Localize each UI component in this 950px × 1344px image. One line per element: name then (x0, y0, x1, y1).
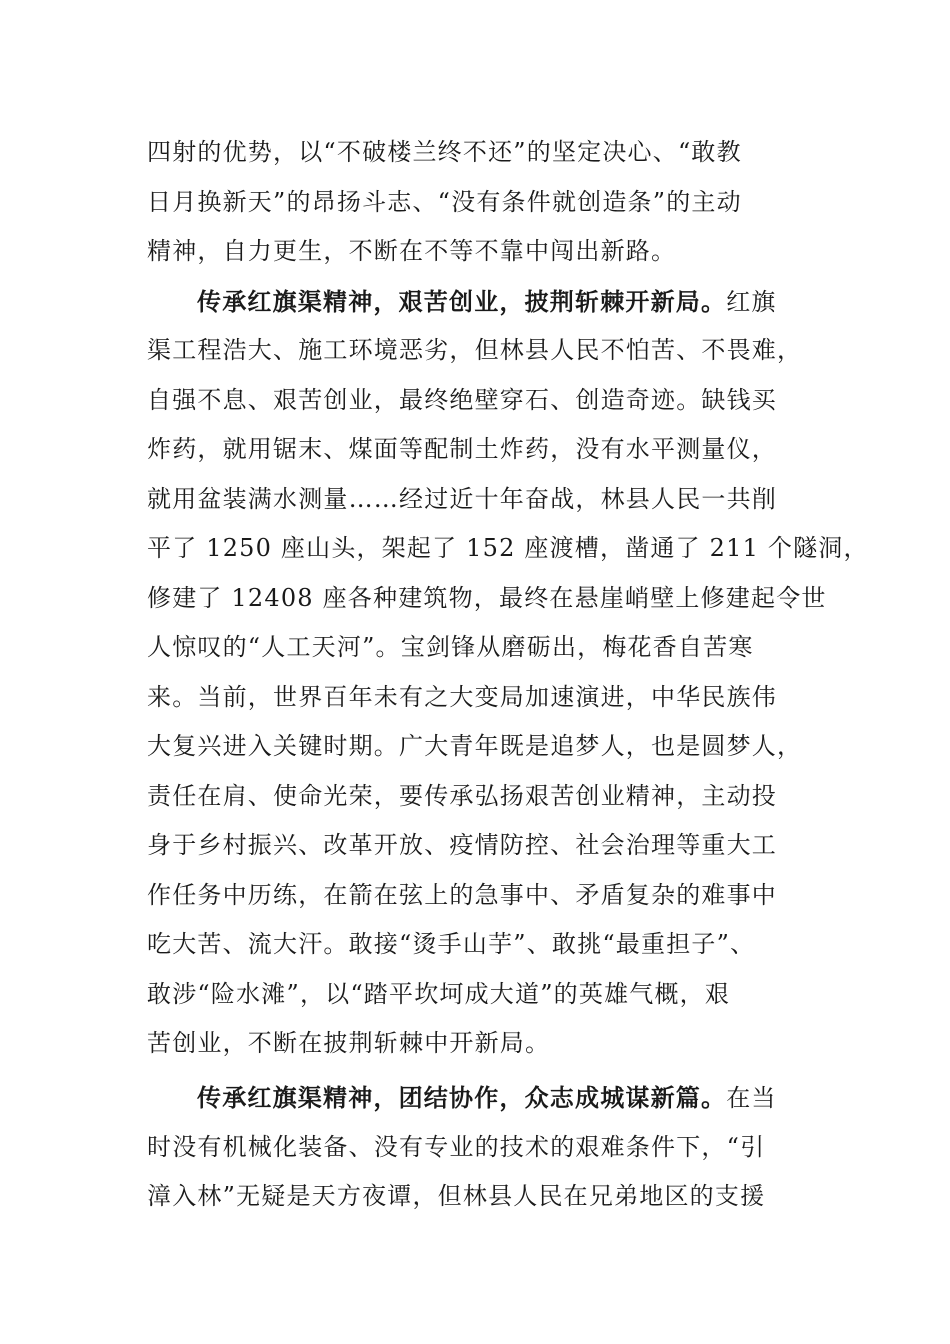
paragraph-line: 作任务中历练，在箭在弦上的急事中、矛盾复杂的难事中 (147, 880, 777, 909)
paragraph-line: 精神，自力更生，不断在不等不靠中闯出新路。 (147, 237, 677, 265)
paragraph-line: 炸药，就用锯末、煤面等配制土炸药，没有水平测量仪， (147, 435, 777, 463)
paragraph-line: 自强不息、艰苦创业，最终绝壁穿石、创造奇迹。缺钱买 (147, 385, 777, 414)
paragraph-heading: 传承红旗渠精神，团结协作，众志成城谋新篇。 (197, 1083, 727, 1112)
paragraph-line: 时没有机械化装备、没有专业的技术的艰难条件下，“引 (147, 1132, 766, 1161)
paragraph-line: 就用盆装满水测量……经过近十年奋战，林县人民一共削 (147, 484, 777, 513)
paragraph-first-line (147, 1073, 807, 1123)
paragraph-text: 红旗 (726, 287, 777, 316)
paragraph-line: 身于乡村振兴、改革开放、疫情防控、社会治理等重大工 (147, 831, 777, 859)
paragraph-1 (147, 128, 807, 277)
paragraph-line: 平了 1250 座山头，架起了 152 座渡槽，凿通了 211 个隧洞， (147, 534, 869, 562)
paragraph-line: 四射的优势，以“不破楼兰终不还”的坚定决心、“敢教 (147, 138, 742, 166)
paragraph-line: 吃大苦、流大汗。敢接“烫手山芋”、敢挑“最重担子”、 (147, 930, 756, 958)
paragraph-heading: 传承红旗渠精神，艰苦创业，披荆斩棘开新局。 (197, 286, 727, 316)
paragraph-line: 苦创业，不断在披荆斩棘中开新局。 (147, 1029, 551, 1057)
paragraph-line: 来。当前，世界百年未有之大变局加速演进，中华民族伟 (147, 682, 777, 711)
paragraph-line: 敢涉“险水滩”，以“踏平坎坷成大道”的英雄气概，艰 (147, 979, 731, 1008)
paragraph-line: 渠工程浩大、施工环境恶劣，但林县人民不怕苦、不畏难， (147, 336, 803, 364)
paragraph-text: 在当 (726, 1084, 777, 1112)
paragraph-line: 修建了 12408 座各种建筑物，最终在悬崖峭壁上修建起令世 (147, 583, 827, 612)
paragraph-3 (147, 1073, 807, 1222)
paragraph-first-line (147, 277, 807, 327)
paragraph-line: 责任在肩、使命光荣，要传承弘扬艰苦创业精神，主动投 (147, 781, 777, 810)
paragraph-line: 大复兴进入关键时期。广大青年既是追梦人，也是圆梦人， (147, 732, 803, 760)
paragraph-line: 人惊叹的“人工天河”。宝剑锋从磨砺出，梅花香自苦寒 (147, 633, 754, 661)
paragraph-2 (147, 277, 869, 1069)
paragraph-line: 漳入林”无疑是天方夜谭，但林县人民在兄弟地区的支援 (147, 1182, 766, 1210)
paragraph-line: 日月换新天”的昂扬斗志、“没有条件就创造条”的主动 (147, 187, 742, 216)
